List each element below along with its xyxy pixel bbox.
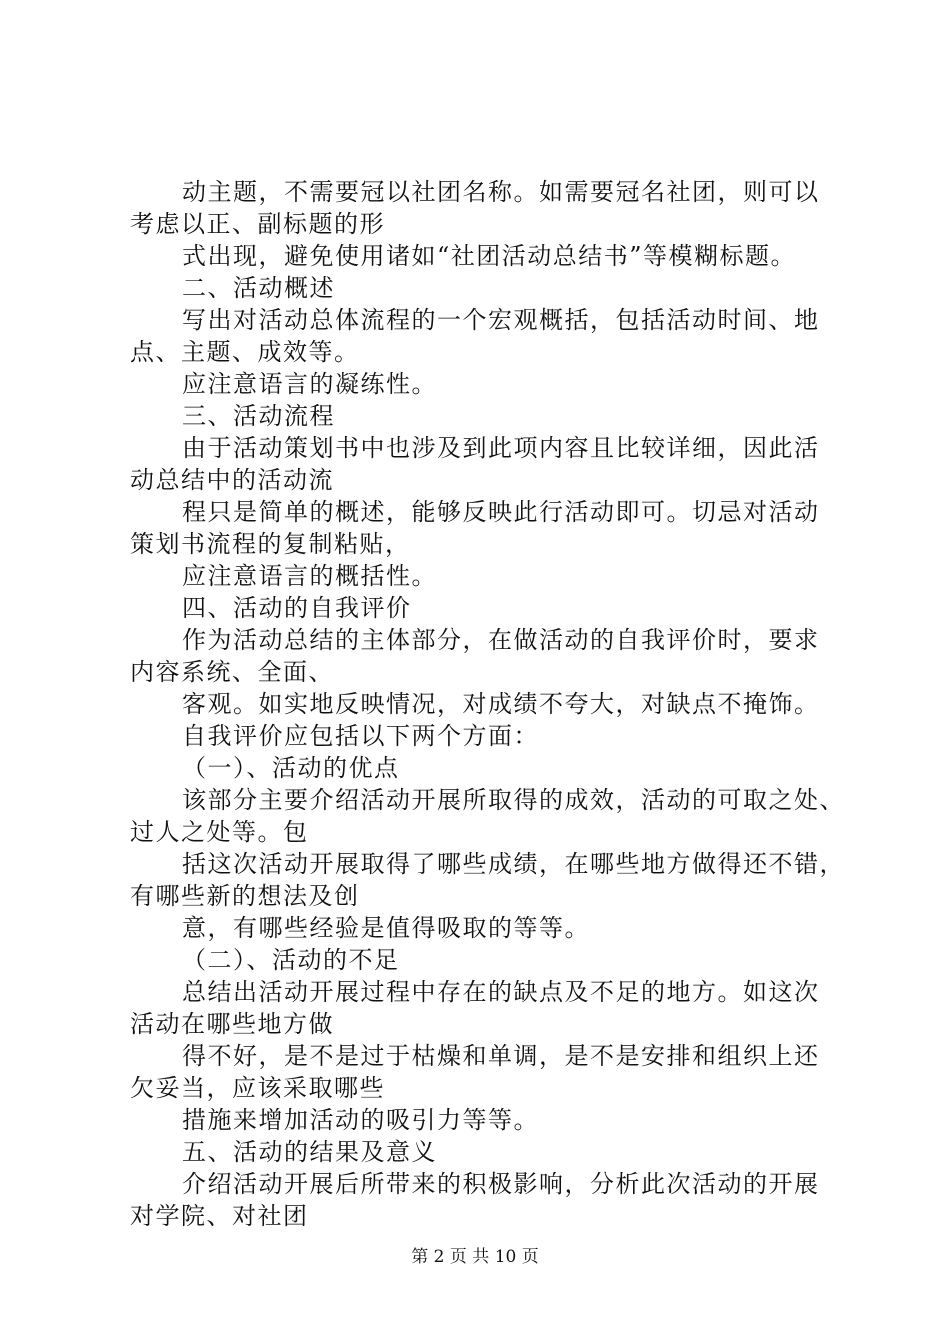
text-line: 括这次活动开展取得了哪些成绩，在哪些地方做得还不错， xyxy=(182,850,845,878)
text-line: 式出现，避免使用诸如“社团活动总结书”等模糊标题。 xyxy=(182,242,797,270)
text-line: 考虑以正、副标题的形 xyxy=(130,210,385,238)
text-line: 五、活动的结果及意义 xyxy=(182,1138,437,1166)
text-line: 过人之处等。包 xyxy=(130,818,309,846)
text-line: 介绍活动开展后所带来的积极影响，分析此次活动的开展 xyxy=(182,1170,820,1198)
text-line: 内容系统、全面、 xyxy=(130,658,334,686)
text-line: 作为活动总结的主体部分，在做活动的自我评价时，要求 xyxy=(182,626,820,654)
page-footer: 第 2 页 共 10 页 xyxy=(411,1247,539,1267)
text-line: （一）、活动的优点 xyxy=(182,754,400,782)
text-line: 应注意语言的概括性。 xyxy=(182,562,437,590)
text-line: 该部分主要介绍活动开展所取得的成效，活动的可取之处、 xyxy=(182,786,845,814)
text-line: 二、活动概述 xyxy=(182,274,335,302)
text-line: 程只是简单的概述，能够反映此行活动即可。切忌对活动 xyxy=(182,498,820,526)
text-line: 对学院、对社团 xyxy=(130,1202,309,1230)
text-line: 措施来增加活动的吸引力等等。 xyxy=(182,1106,539,1134)
text-line: 点、主题、成效等。 xyxy=(130,338,360,366)
text-line: 动总结中的活动流 xyxy=(130,466,334,494)
text-line: 总结出活动开展过程中存在的缺点及不足的地方。如这次 xyxy=(182,978,820,1006)
text-line: 四、活动的自我评价 xyxy=(182,594,412,622)
text-line: 意，有哪些经验是值得吸取的等等。 xyxy=(182,914,590,942)
text-line: 三、活动流程 xyxy=(182,402,335,430)
text-line: 欠妥当，应该采取哪些 xyxy=(130,1074,385,1102)
text-line: 应注意语言的凝练性。 xyxy=(182,370,437,398)
text-line: 有哪些新的想法及创 xyxy=(130,882,360,910)
text-line: （二）、活动的不足 xyxy=(182,946,400,974)
text-line: 自我评价应包括以下两个方面： xyxy=(182,722,539,750)
text-line: 活动在哪些地方做 xyxy=(130,1010,334,1038)
text-line: 动主题，不需要冠以社团名称。如需要冠名社团，则可以 xyxy=(182,178,820,206)
text-line: 写出对活动总体流程的一个宏观概括，包括活动时间、地 xyxy=(182,306,820,334)
text-line: 策划书流程的复制粘贴， xyxy=(130,530,411,558)
text-line: 得不好，是不是过于枯燥和单调，是不是安排和组织上还 xyxy=(182,1042,820,1070)
text-line: 由于活动策划书中也涉及到此项内容且比较详细，因此活 xyxy=(182,434,820,462)
text-line: 客观。如实地反映情况，对成绩不夸大，对缺点不掩饰。 xyxy=(182,690,820,718)
document-body xyxy=(130,176,845,1232)
